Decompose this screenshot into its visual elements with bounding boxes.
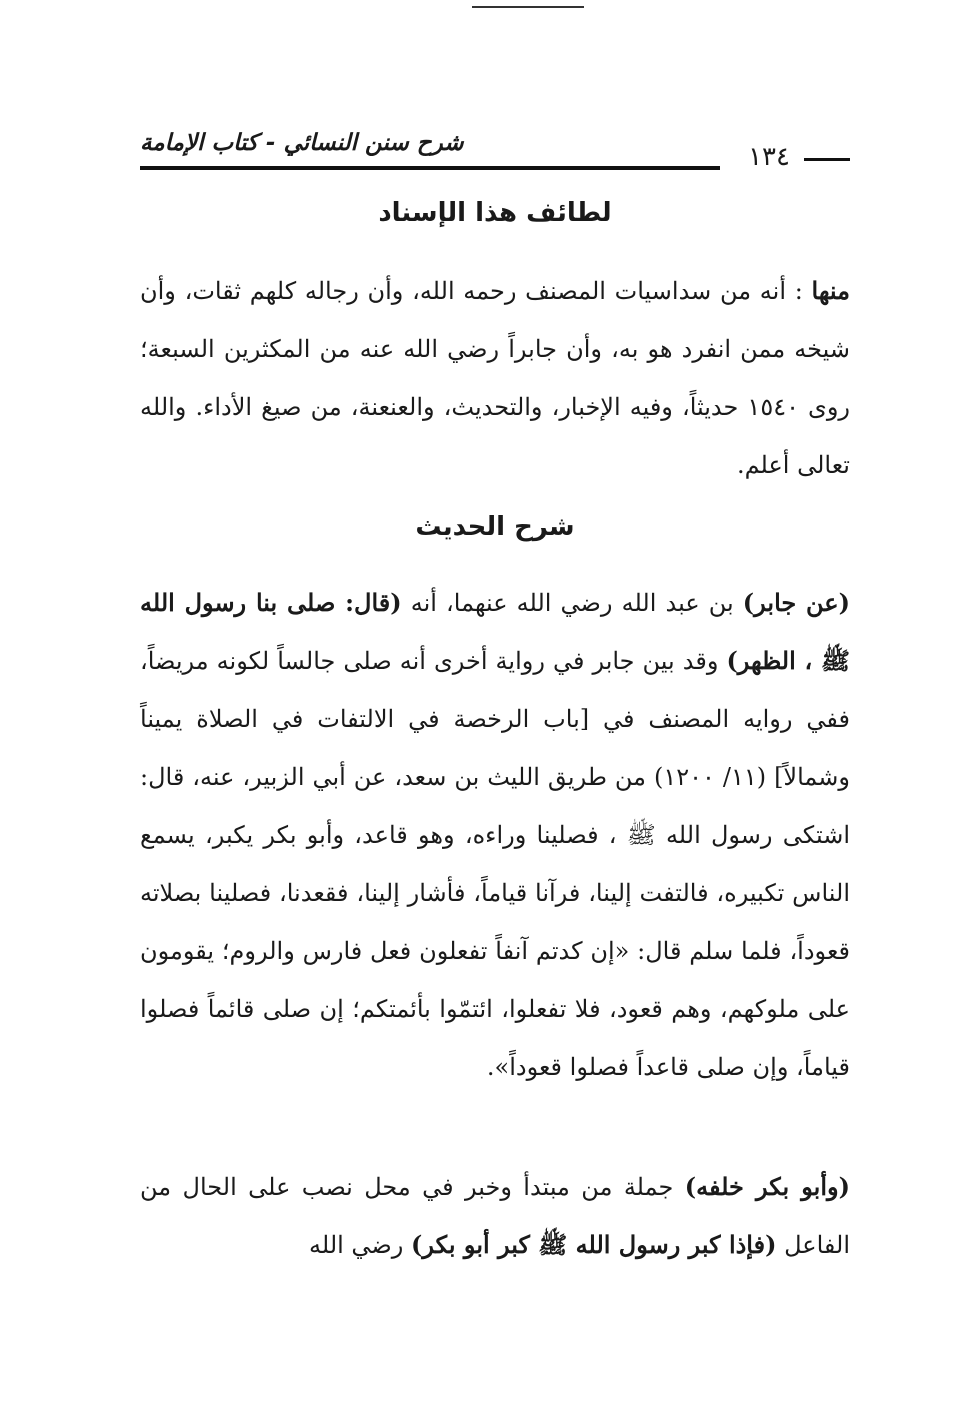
sharh-text-3: جملة من مبتدأ وخبر في محل نصب على الحال من الفاعل bbox=[140, 1173, 850, 1259]
section-heading-sharh: شرح الحديث bbox=[415, 512, 575, 542]
isnad-paragraph bbox=[140, 262, 850, 494]
section-heading-isnad: لطائف هذا الإسناد bbox=[378, 198, 612, 228]
sharh-paragraph-2-block bbox=[140, 1158, 850, 1274]
sharh-paragraph-1 bbox=[140, 574, 850, 1096]
quote-an-jabir: (عن جابر) bbox=[742, 588, 850, 617]
sharh-text-1: بن عبد الله رضي الله عنهما، أنه bbox=[401, 589, 743, 617]
quote-fa-idha-kabbar: (فإذا كبر رسول الله ﷺ كبر أبو بكر) bbox=[411, 1230, 777, 1259]
sharh-paragraph-2 bbox=[140, 1158, 850, 1274]
running-title: شرح سنن النسائي - كتاب الإمامة bbox=[140, 130, 464, 156]
top-edge-rule bbox=[472, 6, 584, 8]
page-number-dash bbox=[804, 158, 850, 161]
quote-abu-bakr-khalfah: (وأبو بكر خلفه) bbox=[684, 1172, 850, 1201]
header-rule bbox=[140, 166, 720, 170]
sharh-text-4: رضي الله bbox=[309, 1231, 412, 1259]
isnad-text: : أنه من سداسيات المصنف رحمه الله، وأن رجاله كلهم ثقات، وأن شيخه ممن انفرد هو به، وأن جابراً رضي الله عنه من المكثرين السبعة؛ روى ١٥٤٠ حديثاً، وفيه الإخبار، والتحديث، والعنعنة، من صيغ الأداء. والله تعالى أعلم. bbox=[140, 277, 851, 479]
sharh-text-2: وقد بين جابر في رواية أخرى أنه صلى جالساً لكونه مريضاً، ففي روايه المصنف في [باب الرخصة في الالتفات في الصلاة يميناً وشمالاً] (١١/ ١٢٠٠) من طريق الليث بن سعد، عن أبي الزبير، عنه، قال: اشتكى رسول الله ﷺ ، فصلينا وراءه، وهو قاعد، وأبو بكر يكبر، يسمع الناس تكبيره، فالتفت إلينا، فرآنا قياماً، فأشار إلينا، فقعدنا، فصلينا بصلاته قعوداً، فلما سلم قال: «إن كدتم آنفاً تفعلون فعل فارس والروم؛ يقومون على ملوكهم، وهم قعود، فلا تفعلوا، ائتمّوا بأئمتكم؛ إن صلى قائماً فصلوا قياماً، وإن صلى قاعداً فصلوا قعوداً». bbox=[140, 647, 851, 1081]
isnad-lead: منها bbox=[811, 276, 850, 305]
sharh-paragraph-1-block bbox=[140, 574, 850, 1096]
quote-qala-salla: (قال: صلى بنا رسول الله ﷺ ، الظهر) bbox=[140, 588, 850, 675]
isnad-paragraph-block bbox=[140, 262, 850, 494]
page-number: ١٣٤ bbox=[748, 142, 790, 172]
